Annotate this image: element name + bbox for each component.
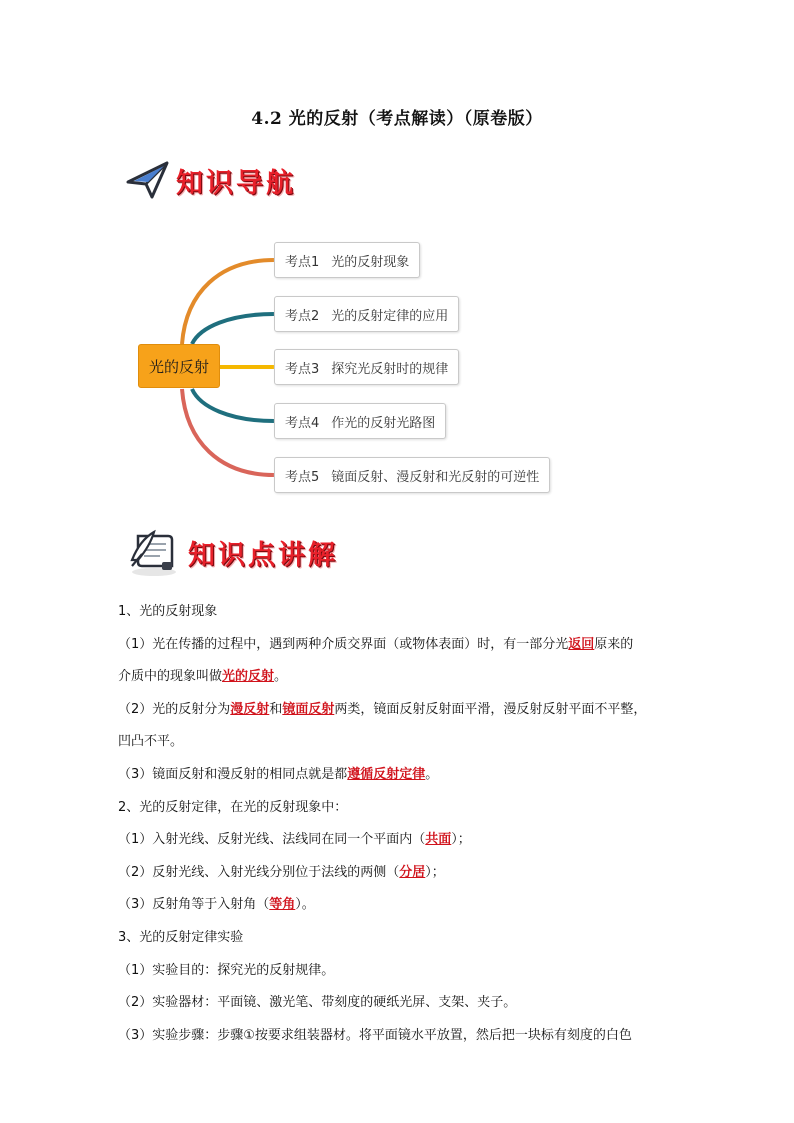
paragraph-line: 介质中的现象叫做光的反射。 (118, 669, 288, 685)
key-term: 返回 (568, 636, 595, 652)
paper-plane-icon (126, 160, 170, 200)
key-term: 共面 (425, 832, 452, 848)
key-term: 分居 (399, 864, 426, 880)
paragraph-line: （3）反射角等于入射角（等角）。 (118, 897, 315, 913)
banner-title: 知识导航 (176, 167, 296, 199)
paragraph-line: （1）实验目的：探究光的反射规律。 (118, 962, 335, 978)
mind-map-node-1: 考点1 光的反射现象 (274, 242, 420, 278)
paragraph-line: （2）光的反射分为漫反射和镜面反射两类，镜面反射反射面平滑，漫反射反射平面不平整， (118, 701, 647, 717)
key-term: 镜面反射 (282, 701, 335, 717)
mind-map (130, 232, 570, 504)
mind-map-node-5: 考点5 镜面反射、漫反射和光反射的可逆性 (274, 457, 550, 493)
section-banner-navigation (126, 160, 296, 200)
mind-map-node-3: 考点3 探究光反射时的规律 (274, 349, 459, 385)
paragraph-line: （3）镜面反射和漫反射的相同点就是都遵循反射定律。 (118, 766, 439, 782)
mind-map-node-4: 考点4 作光的反射光路图 (274, 403, 446, 439)
key-term: 遵循反射定律 (347, 766, 426, 782)
banner-title: 知识点讲解 (188, 539, 338, 571)
mind-map-center: 光的反射 (138, 344, 220, 388)
section-heading: 2、光的反射定律，在光的反射现象中： (118, 799, 348, 815)
section-heading: 3、光的反射定律实验 (118, 929, 244, 945)
paragraph-line: （3）实验步骤：步骤①按要求组装器材。将平面镜水平放置，然后把一块标有刻度的白色 (118, 1027, 632, 1043)
paragraph-line: （1）光在传播的过程中，遇到两种介质交界面（或物体表面）时，有一部分光返回原来的 (118, 636, 634, 652)
knowledge-content (118, 596, 688, 1052)
key-term: 光的反射 (222, 669, 275, 685)
paragraph-line: 凹凸不平。 (118, 734, 184, 750)
key-term: 等角 (269, 897, 296, 913)
key-term: 漫反射 (230, 701, 270, 717)
paragraph-line: （1）入射光线、反射光线、法线同在同一个平面内（共面）； (118, 832, 471, 848)
paragraph-line: （2）实验器材：平面镜、激光笔、带刻度的硬纸光屏、支架、夹子。 (118, 995, 517, 1011)
mind-map-node-2: 考点2 光的反射定律的应用 (274, 296, 459, 332)
paragraph-line: （2）反射光线、入射光线分别位于法线的两侧（分居）； (118, 864, 445, 880)
section-heading: 1、光的反射现象 (118, 604, 218, 619)
section-banner-knowledge (128, 526, 338, 578)
document-title: 4.2 光的反射（考点解读）（原卷版） (251, 109, 543, 129)
scroll-quill-icon (128, 526, 180, 578)
